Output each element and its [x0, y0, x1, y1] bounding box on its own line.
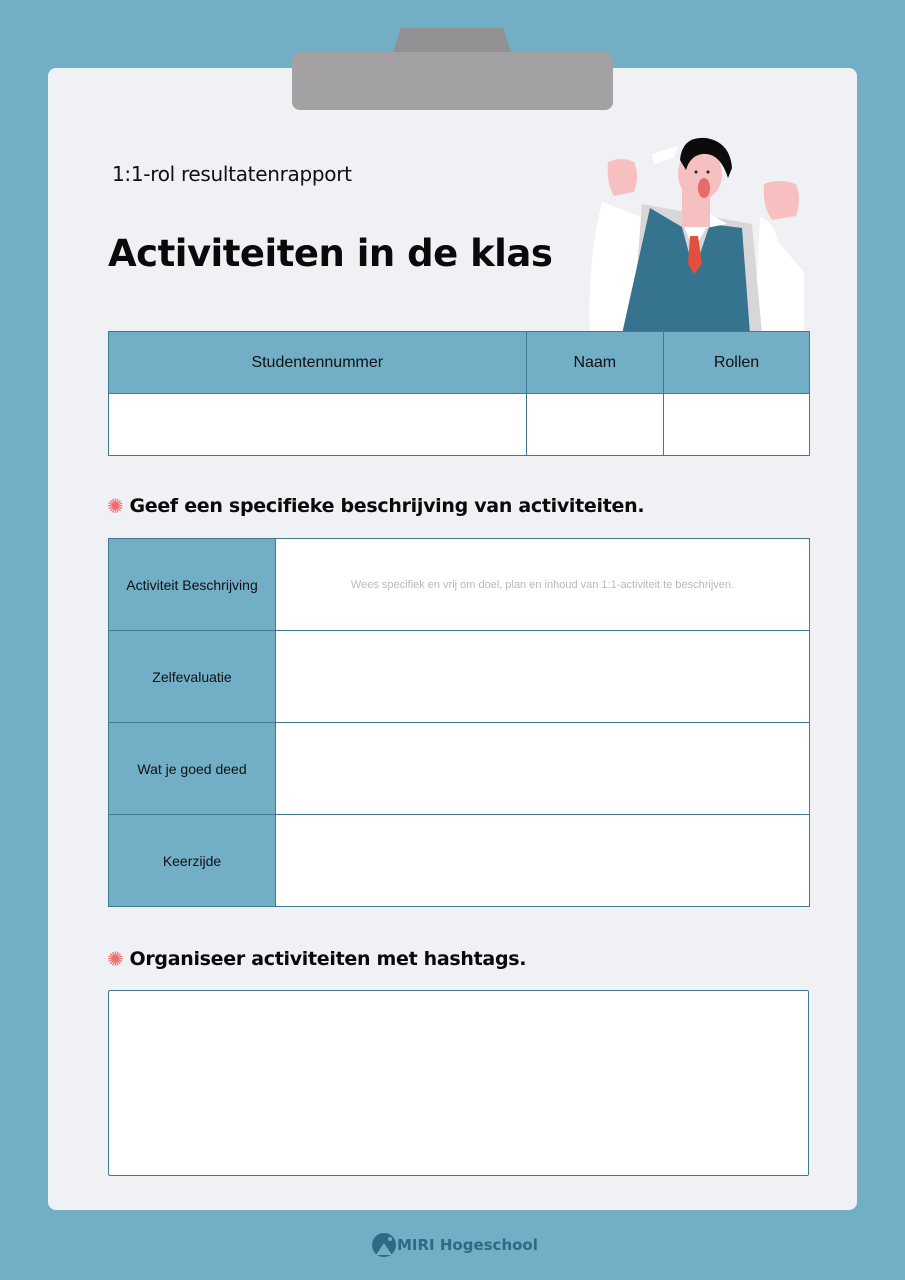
cheering-student-illustration — [582, 132, 812, 334]
mountain-logo-icon — [371, 1232, 397, 1258]
clipboard-clip-bar — [292, 52, 613, 110]
studentennummer-field[interactable] — [109, 394, 527, 456]
wat-je-goed-deed-field[interactable] — [276, 723, 810, 815]
hashtags-field[interactable] — [108, 990, 809, 1176]
table-row — [109, 723, 810, 815]
table-row — [109, 815, 810, 907]
document-subtitle: 1:1-rol resultatenrapport — [112, 162, 352, 186]
label-keerzijde: Keerzijde — [109, 815, 276, 907]
label-zelfevaluatie: Zelfevaluatie — [109, 631, 276, 723]
activity-description-table — [108, 538, 810, 907]
section-heading-description-text: Geef een specifieke beschrijving van activiteiten. — [129, 495, 645, 517]
section-heading-hashtags-text: Organiseer activiteiten met hashtags. — [129, 948, 527, 970]
table-row — [109, 631, 810, 723]
table-row — [109, 539, 810, 631]
label-wat-je-goed-deed: Wat je goed deed — [109, 723, 276, 815]
header-naam: Naam — [526, 332, 664, 394]
info-table-value-row — [109, 394, 810, 456]
rollen-field[interactable] — [664, 394, 810, 456]
zelfevaluatie-field[interactable] — [276, 631, 810, 723]
section-heading-hashtags — [107, 947, 526, 971]
label-activiteit-beschrijving: Activiteit Beschrijving — [109, 539, 276, 631]
section-heading-description — [107, 494, 644, 518]
student-info-table — [108, 331, 810, 456]
activiteit-beschrijving-field[interactable]: Wees specifiek en vrij om doel, plan en inhoud van 1:1-activiteit te beschrijven. — [276, 539, 810, 631]
header-rollen: Rollen — [664, 332, 810, 394]
document-title: Activiteiten in de klas — [108, 232, 553, 275]
info-table-header-row — [109, 332, 810, 394]
starburst-icon: ✺ — [107, 947, 124, 971]
footer-brand-text: MIRI Hogeschool — [397, 1236, 538, 1254]
starburst-icon: ✺ — [107, 494, 124, 518]
footer-logo — [371, 1232, 538, 1258]
naam-field[interactable] — [526, 394, 664, 456]
header-studentennummer: Studentennummer — [109, 332, 527, 394]
keerzijde-field[interactable] — [276, 815, 810, 907]
